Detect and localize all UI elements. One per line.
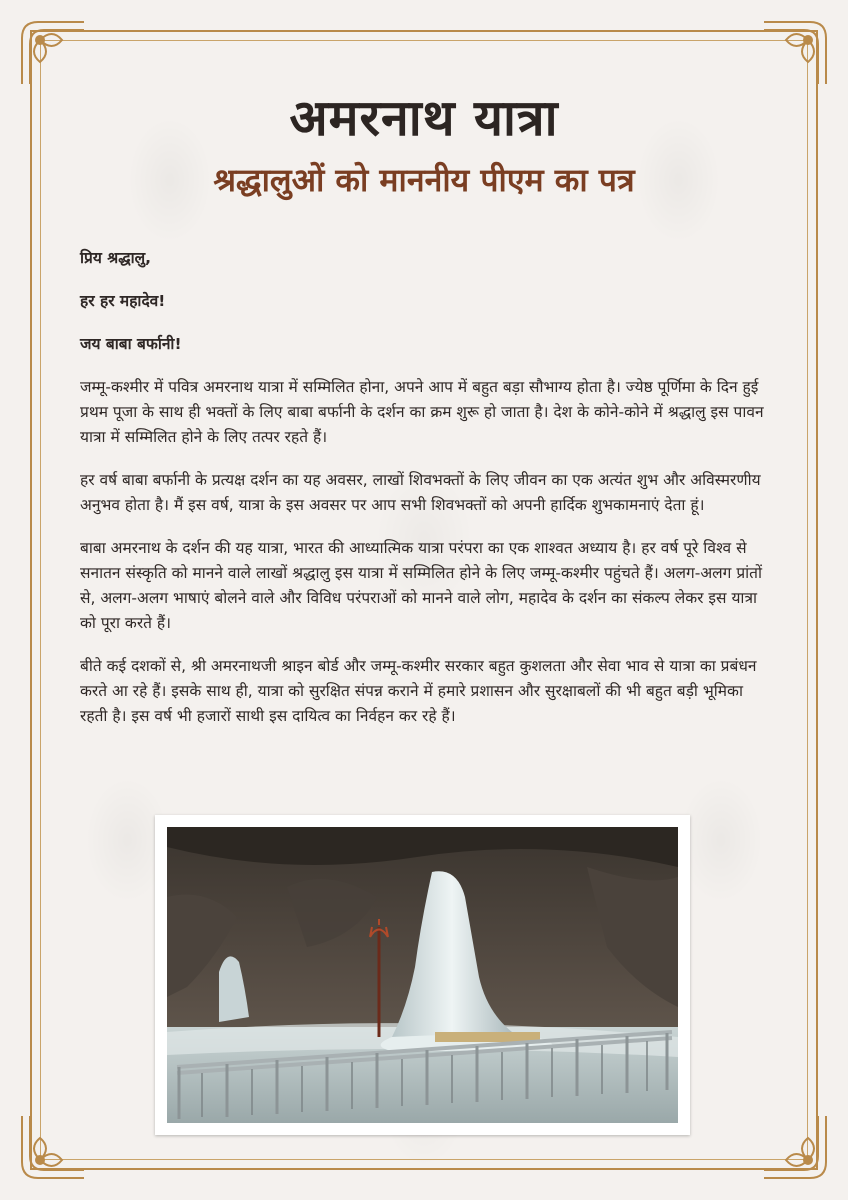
paragraph-1: जम्मू-कश्मीर में पवित्र अमरनाथ यात्रा में सम्मिलित होना, अपने आप में बहुत बड़ा सौभाग्य होता है। ज्येष्ठ पूर्णिमा के दिन हुई प्रथम पूजा के साथ ही भक्तों के लिए बाबा बर्फानी के दर्शन का क्रम शुरू हो जाता है। देश के कोने-कोने में श्रद्धालु इस पावन यात्रा में सम्मिलित होने के लिए तत्पर रहते हैं। [80, 378, 764, 446]
corner-ornament-bottom-left [18, 1112, 88, 1182]
page-subtitle: श्रद्धालुओं को माननीय पीएम का पत्र [213, 161, 635, 199]
greeting-jai-baba-barfani: जय बाबा बर्फानी! [80, 335, 182, 353]
paragraph-4: बीते कई दशकों से, श्री अमरनाथजी श्राइन बोर्ड और जम्मू-कश्मीर सरकार बहुत कुशलता और सेवा भाव से यात्रा का प्रबंधन करते आ रहे हैं। इसके साथ ही, यात्रा को सुरक्षित संपन्न कराने में हमारे प्रशासन और सुरक्षाबलों की भी बहुत बड़ी भूमिका रहती है। इस वर्ष भी हजारों साथी इस दायित्व का निर्वहन कर रहे हैं। [80, 657, 757, 725]
greeting-har-har-mahadev: हर हर महादेव! [80, 292, 166, 310]
page-title: अमरनाथ यात्रा [289, 89, 559, 147]
cave-shivling-photo [167, 827, 678, 1123]
corner-ornament-top-right [760, 18, 830, 88]
paragraph-3: बाबा अमरनाथ के दर्शन की यह यात्रा, भारत की आध्यात्मिक यात्रा परंपरा का एक शाश्वत अध्याय है। हर वर्ष पूरे विश्व से सनातन संस्कृति को मानने वाले लाखों श्रद्धालु इस यात्रा में सम्मिलित होने के लिए जम्मू-कश्मीर पहुंचते हैं। अलग-अलग प्रांतों से, अलग-अलग भाषाएं बोलने वाले और विविध परंपराओं को मानने वाले लोग, महादेव के दर्शन का संकल्प लेकर इस यात्रा को पूरा करते हैं। [80, 539, 763, 632]
paragraph-2: हर वर्ष बाबा बर्फानी के प्रत्यक्ष दर्शन का यह अवसर, लाखों शिवभक्तों के लिए जीवन का एक अत्यंत शुभ और अविस्मरणीय अनुभव होता है। मैं इस वर्ष, यात्रा के इस अवसर पर आप सभी शिवभक्तों को अपनी हार्दिक शुभकामनाएं देता हूं। [80, 471, 761, 514]
salutation: प्रिय श्रद्धालु, [80, 249, 151, 267]
letter-body [80, 246, 770, 747]
photo-frame [155, 815, 690, 1135]
corner-ornament-top-left [18, 18, 88, 88]
corner-ornament-bottom-right [760, 1112, 830, 1182]
